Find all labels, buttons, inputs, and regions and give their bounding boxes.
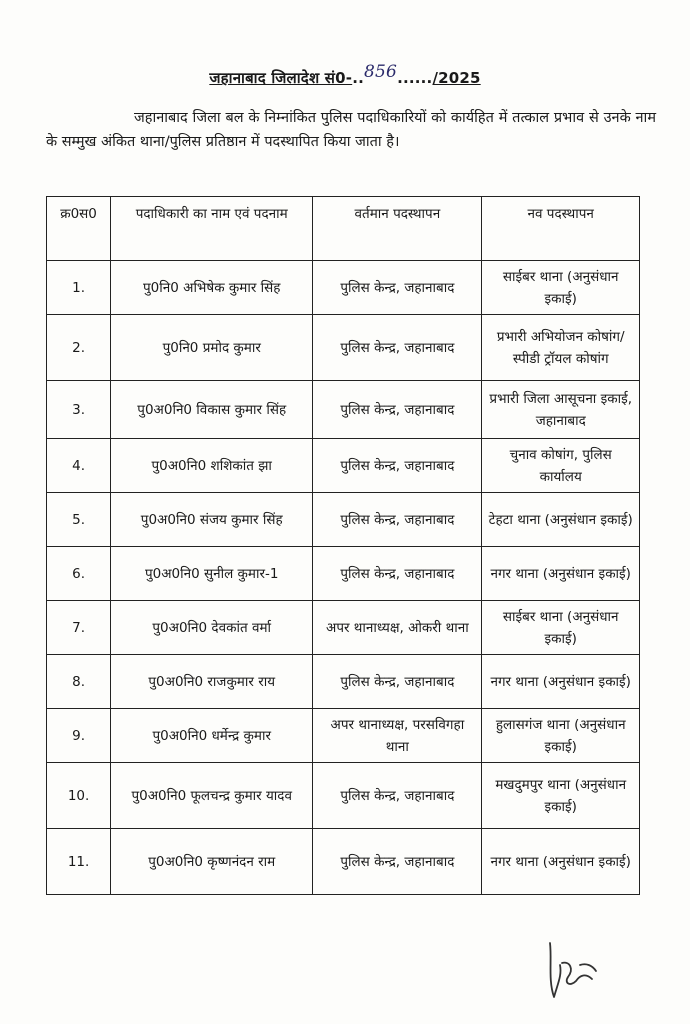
table-row [47,763,640,829]
new-posting-cell: मखदुमपुर थाना (अनुसंधान इकाई) [482,763,640,829]
current-posting-cell: अपर थानाध्यक्ष, परसविगहा थाना [313,709,482,763]
table-row [47,439,640,493]
header-officer-name: पदाधिकारी का नाम एवं पदनाम [111,197,313,261]
order-number: 856 [364,62,398,82]
serial-cell: 10. [47,763,111,829]
officer-name-cell: पु0अ0नि0 सुनील कुमार-1 [111,547,313,601]
current-posting-cell: पुलिस केन्द्र, जहानाबाद [313,763,482,829]
current-posting-cell: पुलिस केन्द्र, जहानाबाद [313,315,482,381]
serial-cell: 11. [47,829,111,895]
order-prefix: जहानाबाद जिलादेश सं0- [209,69,353,87]
signature-mark [540,935,610,1005]
table-row [47,493,640,547]
table-row [47,381,640,439]
serial-cell: 6. [47,547,111,601]
current-posting-cell: पुलिस केन्द्र, जहानाबाद [313,381,482,439]
current-posting-cell: पुलिस केन्द्र, जहानाबाद [313,493,482,547]
table-row [47,655,640,709]
current-posting-cell: पुलिस केन्द्र, जहानाबाद [313,829,482,895]
header-new-posting: नव पदस्थापन [482,197,640,261]
officer-name-cell: पु0अ0नि0 राजकुमार राय [111,655,313,709]
order-dots-2: ...... [397,69,433,87]
current-posting-cell: पुलिस केन्द्र, जहानाबाद [313,261,482,315]
officer-name-cell: पु0अ0नि0 संजय कुमार सिंह [111,493,313,547]
new-posting-cell: टेहटा थाना (अनुसंधान इकाई) [482,493,640,547]
table-row [47,709,640,763]
serial-cell: 3. [47,381,111,439]
new-posting-cell: नगर थाना (अनुसंधान इकाई) [482,829,640,895]
officer-name-cell: पु0अ0नि0 शशिकांत झा [111,439,313,493]
new-posting-cell: हुलासगंज थाना (अनुसंधान इकाई) [482,709,640,763]
serial-cell: 8. [47,655,111,709]
new-posting-cell: प्रभारी अभियोजन कोषांग/स्पीडी ट्रॉयल कोषांग [482,315,640,381]
serial-cell: 7. [47,601,111,655]
officer-name-cell: पु0अ0नि0 विकास कुमार सिंह [111,381,313,439]
serial-cell: 9. [47,709,111,763]
officer-name-cell: पु0नि0 अभिषेक कुमार सिंह [111,261,313,315]
table-row [47,829,640,895]
new-posting-cell: नगर थाना (अनुसंधान इकाई) [482,547,640,601]
new-posting-cell: प्रभारी जिला आसूचना इकाई, जहानाबाद [482,381,640,439]
order-dots: .. [352,69,364,87]
table-row [47,315,640,381]
table-row [47,547,640,601]
serial-cell: 1. [47,261,111,315]
officer-name-cell: पु0अ0नि0 धर्मेन्द्र कुमार [111,709,313,763]
header-current-posting: वर्तमान पदस्थापन [313,197,482,261]
header-serial: क्र0स0 [47,197,111,261]
posting-table [46,196,640,895]
new-posting-cell: साईबर थाना (अनुसंधान इकाई) [482,601,640,655]
new-posting-cell: नगर थाना (अनुसंधान इकाई) [482,655,640,709]
serial-cell: 5. [47,493,111,547]
current-posting-cell: पुलिस केन्द्र, जहानाबाद [313,547,482,601]
order-number-line [0,62,690,88]
officer-name-cell: पु0अ0नि0 देवकांत वर्मा [111,601,313,655]
new-posting-cell: चुनाव कोषांग, पुलिस कार्यालय [482,439,640,493]
table-header-row [47,197,640,261]
order-year: /2025 [432,69,481,87]
table-row [47,261,640,315]
officer-name-cell: पु0अ0नि0 फूलचन्द्र कुमार यादव [111,763,313,829]
serial-cell: 4. [47,439,111,493]
officer-name-cell: पु0नि0 प्रमोद कुमार [111,315,313,381]
officer-name-cell: पु0अ0नि0 कृष्णनंदन राम [111,829,313,895]
table-row [47,601,640,655]
current-posting-cell: पुलिस केन्द्र, जहानाबाद [313,655,482,709]
intro-paragraph: जहानाबाद जिला बल के निम्नांकित पुलिस पदाधिकारियों को कार्यहित में तत्काल प्रभाव से उनके नाम के सम्मुख अंकित थाना/पुलिस प्रतिष्ठान में पदस्थापित किया जाता है। [46,110,656,150]
current-posting-cell: पुलिस केन्द्र, जहानाबाद [313,439,482,493]
new-posting-cell: साईबर थाना (अनुसंधान इकाई) [482,261,640,315]
current-posting-cell: अपर थानाध्यक्ष, ओकरी थाना [313,601,482,655]
serial-cell: 2. [47,315,111,381]
